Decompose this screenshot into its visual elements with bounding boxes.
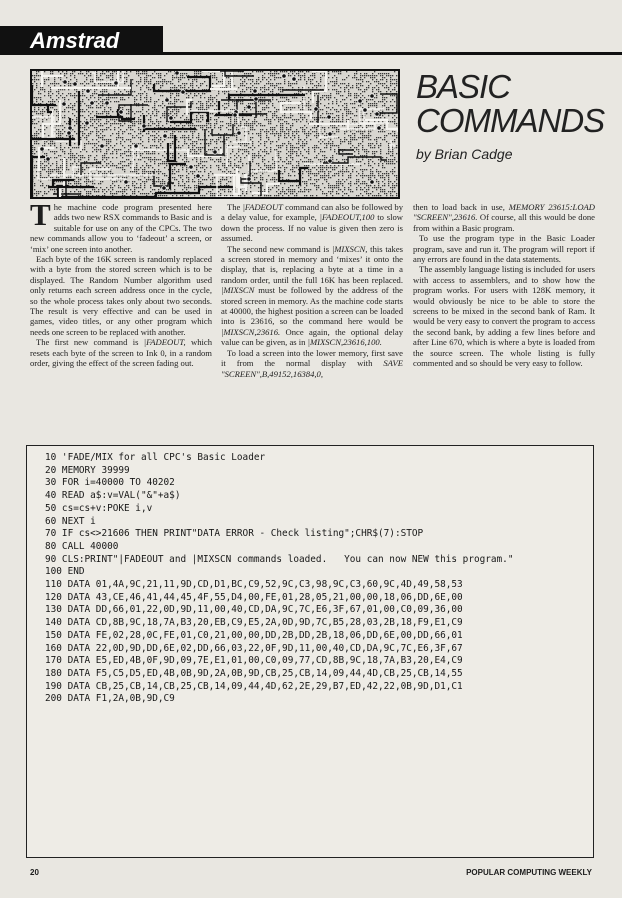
circuit-board-illustration	[32, 71, 398, 197]
listing-line: 120 DATA 43,CE,46,41,44,45,4F,55,D4,00,FE,01,28,05,21,00,00,18,06,DD,6E,00	[45, 591, 463, 603]
paragraph: To use the program type in the Basic Loader program, save and run it. The program will report if any errors are found in the data statements.	[413, 233, 595, 265]
publication-name: POPULAR COMPUTING WEEKLY	[466, 868, 592, 877]
listing-line: 170 DATA E5,ED,4B,0F,9D,09,7E,E1,01,00,C0,09,77,CD,8B,9C,18,7A,B3,20,E4,C9	[45, 655, 463, 667]
paragraph: Each byte of the 16K screen is randomly replaced with a byte from the stored screen which is to be displayed. The Random Number algorithm used only returns each screen address once in the cycle, so the whole process takes only about two seconds. The result is very effective and can be used in games, video titles, or any other program which needs one screen to be replaced with another.	[30, 254, 212, 337]
section-tab: Amstrad	[0, 26, 163, 55]
drop-cap: T	[30, 197, 51, 232]
listing-line: 30 FOR i=40000 TO 40202	[45, 477, 175, 489]
byline: by Brian Cadge	[416, 146, 513, 162]
listing-line: 60 NEXT i	[45, 515, 96, 527]
listing-line: 70 IF cs<>21606 THEN PRINT"DATA ERROR - Check listing";CHR$(7):STOP	[45, 528, 424, 540]
listing-line: 150 DATA FE,02,28,0C,FE,01,C0,21,00,00,DD,2B,DD,2B,18,06,DD,6E,00,DD,66,01	[45, 629, 463, 641]
paragraph: To load a screen into the lower memory, first save it from the normal display with SAVE "SCREEN",B,49152,16384,0,	[221, 347, 403, 379]
headline-line-1: BASIC	[416, 68, 511, 105]
listing-line: 10 'FADE/MIX for all CPC's Basic Loader	[45, 452, 266, 463]
header-artwork	[30, 69, 400, 199]
paragraph: The second new command is |MIXSCN, this takes a screen stored in memory and ‘mixes’ it onto the display, that is, replacing a byte at a time in a random order, until the full 16K has been replaced. |MIXSCN must be followed by the address of the stored screen in memory. As the machine code starts at 40000, the highest position a screen can be loaded into is 23616, so the command here would be |MIXSCN,23616. Once again, the optional delay value can be given, as in |MIXSCN,23616,100.	[221, 243, 404, 348]
paragraph: then to load back in use, MEMORY 23615:LOAD "SCREEN",23616. Of course, all this would be done from within a Basic program.	[413, 202, 595, 233]
listing-line: 100 END	[45, 566, 85, 578]
article-column-1	[30, 197, 212, 369]
listing-line: 130 DATA DD,66,01,22,0D,9D,11,00,40,CD,DA,9C,7C,E6,3F,67,01,00,C0,09,36,00	[45, 604, 463, 616]
article-column-3	[413, 202, 595, 369]
paragraph: The machine code program presented here adds two new RSX commands to Basic and is suitable for use on any of the CPCs. The two new commands allow you to ‘fadeout’ a screen, or ‘mix’ one screen into another.	[30, 197, 212, 254]
paragraph: The first new command is |FADEOUT, which resets each byte of the screen to Ink 0, in a random order, giving the effect of the screen fading out.	[30, 337, 212, 369]
listing-line: 90 CLS:PRINT"|FADEOUT and |MIXSCN commands loaded. You can now NEW this program."	[45, 553, 514, 565]
listing-line: 40 READ a$:v=VAL("&"+a$)	[45, 490, 181, 502]
listing-line: 180 DATA F5,C5,D5,ED,4B,0B,9D,2A,0B,9D,CB,25,CB,14,09,44,4D,CB,25,CB,14,55	[45, 667, 463, 679]
section-rule	[163, 52, 622, 55]
listing-line: 140 DATA CD,8B,9C,18,7A,B3,20,EB,C9,E5,2A,0D,9D,7C,B5,28,03,2B,18,F9,E1,C9	[45, 617, 463, 629]
headline	[416, 70, 616, 138]
listing-line: 110 DATA 01,4A,9C,21,11,9D,CD,D1,BC,C9,52,9C,C3,98,9C,C3,60,9C,4D,49,58,53	[45, 579, 463, 591]
page-number: 20	[30, 868, 39, 877]
listing-line: 80 CALL 40000	[45, 540, 119, 552]
listing-line: 190 DATA CB,25,CB,14,CB,25,CB,14,09,44,4D,62,2E,29,B7,ED,42,22,0B,9D,D1,C1	[45, 680, 463, 692]
paragraph: The |FADEOUT command can also be followed by a delay value, for example, |FADEOUT,100 to slow down the process. If no value is given then zero is assumed.	[221, 202, 403, 244]
listing-line: 160 DATA 22,0D,9D,DD,6E,02,DD,66,03,22,0F,9D,11,00,40,CD,DA,9C,7C,E6,3F,67	[45, 642, 463, 654]
basic-loader-listing	[26, 445, 594, 858]
article-column-2	[221, 202, 403, 379]
listing-line: 200 DATA F1,2A,0B,9D,C9	[45, 693, 175, 705]
headline-line-2: COMMANDS	[416, 102, 605, 139]
listing-line: 50 cs=cs+v:POKE i,v	[45, 502, 153, 514]
paragraph: The assembly language listing is included for users with access to assemblers, and to show how the program works. For users with 128K memory, it would obviously be nice to be able to store the screens to be mixed in the second bank of Ram. It would be very easy to convert the program to access the second bank, by adding a few lines before and after Line 670, which is where a byte is loaded from the source screen. The whole listing is fully commented and so should be very easy to follow.	[413, 264, 595, 369]
listing-line: 20 MEMORY 39999	[45, 464, 130, 476]
